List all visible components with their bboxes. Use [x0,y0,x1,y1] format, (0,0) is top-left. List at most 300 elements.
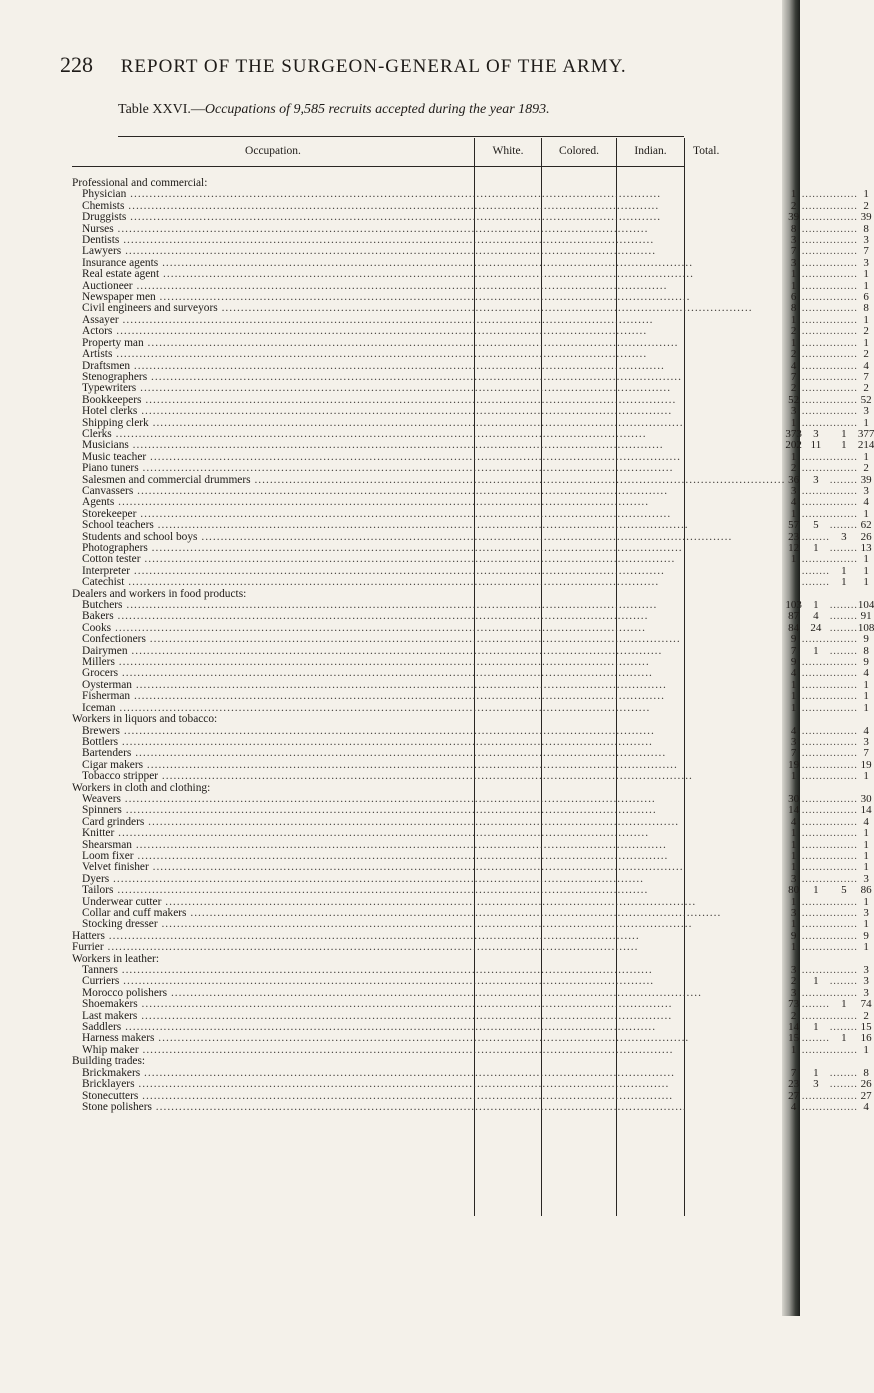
col-header-indian: Indian. [634,145,667,157]
occupation-label: Confectioners ..... [72,634,785,645]
colored-count-cell: ........ [801,1010,830,1022]
occupation-label: Cooks ..... [72,623,785,634]
colored-count-cell: ........ [801,360,830,372]
total-count-cell: 9 [863,656,869,669]
total-count-cell: 1 [863,678,869,691]
indian-count-cell: ........ [829,919,858,931]
total-count-cell: 39 [860,473,872,486]
table-row [72,634,874,645]
white-count-cell: 4 [790,1100,797,1113]
white-count-cell: 36 [788,473,800,486]
occupation-label: Catechist ..... [72,577,785,588]
occupation-label: Dairymen ..... [72,646,785,657]
colored-count-cell: ........ [801,235,830,247]
colored-count-cell: 3 [813,1078,819,1091]
occupation-label: Stenographers ..... [72,372,785,383]
table-row [72,577,874,588]
occupation-label: Bakers ..... [72,611,785,622]
indian-count-cell: ........ [829,1022,858,1034]
occupation-label: Fisherman ..... [72,691,785,702]
white-count-cell: 57 [788,519,800,532]
occupation-label: Shearsman ..... [72,840,785,851]
colored-count-cell: ........ [801,987,830,999]
colored-count-cell: ........ [801,371,830,383]
indian-count-cell: 1 [841,439,847,452]
occupation-cell [72,383,785,394]
occupation-label: Bookkeepers ..... [72,395,785,406]
total-count-cell: 1 [863,188,869,201]
indian-count-cell: ........ [829,543,858,554]
table-row [72,349,874,360]
indian-count-cell: ........ [829,1067,858,1079]
indian-count-cell: ........ [829,862,858,874]
total-count-cell: 1 [863,507,869,520]
total-count-cell: 1 [863,553,869,566]
colored-count-cell: ........ [801,565,830,577]
occupation-label: Stonecutters ..... [72,1091,785,1102]
indian-count-cell: ........ [829,1010,858,1022]
white-count-cell: 2 [790,199,797,212]
colored-count-cell: ........ [801,1044,830,1056]
page-number: 228 [60,52,93,77]
indian-count-cell: ........ [829,508,858,520]
total-count-cell: 1 [863,895,869,908]
colored-count-cell: ........ [801,212,830,224]
white-count-cell: 4 [790,359,797,372]
indian-count-cell: ........ [829,520,858,532]
total-count-cell: 7 [863,245,869,258]
occupation-label: Card grinders ..... [72,817,785,828]
colored-count-cell: ........ [801,337,830,349]
colored-count-cell [802,714,830,725]
table-row [72,885,874,896]
occupation-label: Whip maker ..... [72,1045,785,1056]
indian-count-cell [830,178,858,189]
col-header-total: Total. [693,145,720,157]
colored-count-cell: ........ [801,383,830,395]
total-count-cell: 4 [863,1100,869,1113]
colored-count-cell: ........ [801,189,830,201]
total-count-cell: 1 [863,827,869,840]
occupation-label: Students and school boys ..... [72,532,785,543]
occupation-label: Physician ..... [72,189,785,200]
occupation-label: Furrier ..... [72,942,785,953]
white-count-cell: 8 [790,222,797,235]
colored-count-cell: 1 [813,542,819,554]
occupations-table [72,178,874,1113]
total-count-cell: 9 [863,929,869,942]
table-row [72,269,874,280]
indian-count-cell: ........ [829,451,858,463]
indian-count-cell: 1 [841,1032,847,1045]
occupation-cell [72,748,785,759]
total-count-cell [858,714,874,725]
running-head [60,52,760,78]
indian-count-cell: ........ [829,349,858,361]
section-heading [72,714,785,725]
white-count-cell: 7 [790,644,797,657]
white-count-cell: 1 [790,553,797,566]
occupation-label: Professional and commercial: [72,177,208,189]
white-count-cell: 14 [788,1021,800,1034]
colored-count-cell: ........ [801,679,830,691]
indian-count-cell: 1 [841,576,847,589]
occupation-cell [72,212,785,223]
occupation-label: Butchers ..... [72,600,785,611]
colored-count-cell: 5 [813,519,819,532]
occupation-label: Weavers ..... [72,794,785,805]
colored-count-cell: 1 [813,884,819,897]
white-count-cell: 7 [790,747,797,760]
total-count-cell: 2 [863,462,869,475]
white-count-cell: 1 [790,861,797,874]
indian-count-cell: ........ [829,337,858,349]
occupation-label: Last makers ..... [72,1011,785,1022]
white-count-cell: 39 [788,211,800,224]
occupation-label: Tobacco stripper ..... [72,771,785,782]
occupation-cell [72,1102,785,1113]
occupation-cell [72,577,785,588]
colored-count-cell: ........ [801,805,830,817]
total-count-cell: 4 [863,496,869,509]
indian-count-cell: ........ [829,976,858,988]
occupation-cell [72,1079,785,1090]
occupation-label: Storekeeper ..... [72,509,785,520]
occupation-label: School teachers ..... [72,520,785,531]
colored-count-cell: ........ [801,702,830,714]
colored-count-cell: ........ [801,839,830,851]
white-count-cell: 103 [785,599,802,612]
indian-count-cell: ........ [829,691,858,703]
table-row [72,406,874,417]
indian-count-cell: ........ [829,463,858,475]
indian-count-cell: ........ [829,1101,858,1113]
indian-count-cell: ........ [829,987,858,999]
total-count-cell: 13 [860,542,872,554]
indian-count-cell: ........ [829,497,858,509]
indian-count-cell: ........ [829,394,858,406]
total-count-cell: 2 [863,348,869,361]
occupation-label: Iceman ..... [72,703,785,714]
indian-count-cell: ........ [829,314,858,326]
white-count-cell: 3 [790,964,797,977]
header-top-rule [118,136,684,137]
total-count-cell: 1 [863,861,869,874]
total-count-cell: 2 [863,382,869,395]
occupation-cell [72,1045,785,1056]
white-count-cell: 4 [790,724,797,737]
white-count-cell: 7 [790,370,797,383]
total-count-cell: 3 [863,234,869,247]
colored-count-cell: ........ [801,280,830,292]
total-count-cell: 19 [860,758,872,771]
colored-count-cell: 1 [813,1066,819,1079]
white-count-cell: 2 [790,325,797,338]
colored-count-cell: 4 [813,610,819,623]
white-count-cell: 1 [790,188,797,201]
occupation-label: Harness makers ..... [72,1033,785,1044]
colored-count-cell: ........ [801,463,830,475]
occupation-cell [72,269,785,280]
occupation-label: Building trades: [72,1055,146,1068]
colored-count-cell: ........ [801,303,830,315]
total-count-cell: 1 [863,941,869,954]
colored-count-cell: ........ [801,485,830,497]
colored-count-cell: ........ [801,691,830,703]
colored-count-cell: 1 [813,644,819,657]
occupation-cell [72,326,785,337]
occupation-label: Bricklayers ..... [72,1079,785,1090]
white-count-cell: 1 [790,416,797,429]
occupation-label: Millers ..... [72,657,785,668]
indian-count-cell: ........ [829,702,858,714]
table-row [72,691,874,702]
total-count-cell: 1 [863,838,869,851]
white-count-cell: 3 [790,256,797,269]
total-count-cell: 1 [863,849,869,862]
indian-count-cell: ........ [829,257,858,269]
occupation-label: Auctioneer ..... [72,281,785,292]
white-count-cell: 3 [790,234,797,247]
colored-count-cell: ........ [801,417,830,429]
white-count-cell: 3 [790,484,797,497]
colored-count-cell [802,783,830,794]
indian-count-cell: ........ [829,657,858,669]
colored-count-cell: ........ [801,668,830,680]
total-count-cell: 27 [860,1089,872,1102]
white-count-cell: 1 [790,895,797,908]
occupation-label: Tanners ..... [72,965,785,976]
white-count-cell: 19 [788,758,800,771]
table-row [72,463,874,474]
total-count-cell: 1 [863,1043,869,1056]
occupation-label: Civil engineers and surveyors ..... [72,303,785,314]
white-count-cell: 1 [790,1043,797,1056]
table-row [72,212,874,223]
white-count-cell: 6 [790,291,797,304]
occupation-label: Grocers ..... [72,668,785,679]
indian-count-cell: ........ [829,1079,858,1091]
indian-count-cell: ........ [829,679,858,691]
occupation-cell [72,942,785,953]
colored-count-cell: ........ [801,736,830,748]
colored-count-cell: ........ [801,223,830,235]
occupation-label: Assayer ..... [72,315,785,326]
indian-count-cell: ........ [829,908,858,919]
indian-count-cell: ........ [829,725,858,737]
white-count-cell: 1 [790,918,797,931]
col-header-occupation: Occupation. [245,145,301,157]
occupation-cell [72,463,785,474]
occupation-label: Curriers ..... [72,976,785,987]
white-count-cell: 1 [790,701,797,714]
indian-count-cell: ........ [829,873,858,885]
white-count-cell: 1 [790,678,797,691]
occupation-label: Loom fixer ..... [72,851,785,862]
indian-count-cell: ........ [829,793,858,805]
indian-count-cell: ........ [829,269,858,281]
indian-count-cell: ........ [829,850,858,862]
total-count-cell: 4 [863,815,869,828]
colored-count-cell: ........ [801,862,830,874]
occupation-cell [72,406,785,417]
total-count-cell: 2 [863,199,869,212]
total-count-cell: 1 [863,564,869,577]
colored-count-cell: ........ [801,919,830,931]
indian-count-cell: 1 [841,564,847,577]
indian-count-cell: ........ [829,965,858,977]
white-count-cell: 73 [788,998,800,1011]
indian-count-cell: ........ [829,668,858,680]
total-count-cell: 6 [863,291,869,304]
occupation-label: Velvet finisher ..... [72,862,785,873]
total-count-cell: 3 [863,484,869,497]
colored-count-cell: ........ [801,965,830,977]
occupation-label: Stocking dresser ..... [72,919,785,930]
occupation-label: Dentists ..... [72,235,785,246]
occupation-label: Hatters ..... [72,931,785,942]
indian-count-cell: ........ [829,816,858,828]
occupation-label: Artists ..... [72,349,785,360]
white-count-cell: 27 [788,1089,800,1102]
occupation-label: Brewers ..... [72,726,785,737]
white-count-cell: 4 [790,667,797,680]
total-count-cell: 2 [863,1009,869,1022]
colored-count-cell: ........ [801,850,830,862]
colored-count-cell: ........ [801,326,830,338]
colored-count-cell: ........ [801,634,830,646]
total-count-cell: 1 [863,279,869,292]
occupation-label: Collar and cuff makers ..... [72,908,785,919]
occupation-label: Musicians ..... [72,440,785,451]
occupation-label: Property man ..... [72,338,785,349]
white-count-cell: 3 [790,405,797,418]
white-count-cell [785,714,802,725]
white-count-cell: 30 [788,792,800,805]
white-count-cell: 15 [788,1032,800,1045]
colored-count-cell: ........ [801,257,830,269]
colored-count-cell: ........ [801,508,830,520]
white-count-cell: 12 [788,542,800,554]
table-row [72,1045,874,1056]
total-count-cell: 15 [860,1021,872,1034]
white-count-cell: 1 [790,279,797,292]
table-row [72,771,874,782]
total-count-cell: 1 [863,416,869,429]
indian-count-cell: ........ [829,634,858,646]
occupation-label: Stone polishers ..... [72,1102,785,1113]
white-count-cell: 2 [790,348,797,361]
total-count-cell: 4 [863,724,869,737]
indian-count-cell [830,1056,858,1067]
white-count-cell: 1 [790,690,797,703]
colored-count-cell: 11 [810,439,822,452]
colored-count-cell: ........ [801,1101,830,1113]
indian-count-cell: ........ [829,383,858,395]
colored-count-cell: ........ [801,292,830,304]
indian-count-cell: ........ [829,611,858,623]
occupation-label: Nurses ..... [72,224,785,235]
total-count-cell: 62 [860,519,872,532]
total-count-cell: 3 [863,735,869,748]
white-count-cell: 202 [785,439,802,452]
occupation-label: Shipping clerk ..... [72,418,785,429]
total-count-cell: 52 [860,393,872,406]
indian-count-cell: 1 [841,998,847,1011]
white-count-cell: 1 [790,770,797,783]
colored-count-cell: ........ [801,531,830,543]
table-row [72,1102,874,1113]
indian-count-cell: 1 [841,427,847,440]
indian-count-cell: ........ [829,896,858,908]
colored-count-cell: 3 [813,427,819,440]
white-count-cell: 4 [790,815,797,828]
white-count-cell: 23 [788,1078,800,1091]
total-count-cell: 26 [860,530,872,543]
white-count-cell: 3 [790,872,797,885]
indian-count-cell: ........ [829,805,858,817]
white-count-cell: 14 [788,804,800,817]
indian-count-cell: ........ [829,292,858,304]
colored-count-cell: ........ [801,828,830,840]
occupation-label: Tailors ..... [72,885,785,896]
colored-count-cell [802,1056,830,1067]
occupation-label: Brickmakers ..... [72,1068,785,1079]
indian-count-cell: ........ [829,417,858,429]
occupation-label: Knitter ..... [72,828,785,839]
occupation-cell [72,691,785,702]
occupation-label: Photographers ..... [72,543,785,554]
indian-count-cell: ........ [829,246,858,258]
total-count-cell: 74 [860,998,872,1011]
colored-count-cell: ........ [801,451,830,463]
white-count-cell: 2 [790,975,797,988]
colored-count-cell: ........ [801,246,830,258]
table-row [72,520,874,531]
col-header-white: White. [492,145,524,157]
occupation-label: Dealers and workers in food products: [72,587,247,600]
indian-count-cell [830,714,858,725]
table-title [118,102,778,118]
colored-count-cell: ........ [801,554,830,566]
colored-count-cell: ........ [801,394,830,406]
colored-count-cell: ........ [801,1090,830,1102]
colored-count-cell: ........ [801,759,830,771]
colored-count-cell [802,178,830,189]
occupation-label: Piano tuners ..... [72,463,785,474]
colored-count-cell: ........ [801,725,830,737]
total-count-cell: 377 [857,427,874,440]
occupation-label: Salesmen and commercial drummers ..... [72,475,785,486]
occupation-cell [72,999,785,1010]
total-count-cell: 108 [857,621,874,634]
colored-count-cell: ........ [801,657,830,669]
indian-count-cell: ........ [829,280,858,292]
colored-count-cell: ........ [801,793,830,805]
indian-count-cell: 5 [841,884,847,897]
white-count-cell: 7 [790,245,797,258]
total-count-cell: 214 [857,439,874,452]
white-count-cell [785,566,802,577]
white-count-cell: 3 [790,986,797,999]
white-count-cell: 3 [790,735,797,748]
total-count-cell: 1 [863,690,869,703]
total-count-cell: 4 [863,359,869,372]
total-count-cell: 30 [860,792,872,805]
indian-count-cell: ........ [829,360,858,372]
white-count-cell: 1 [790,450,797,463]
colored-count-cell: 1 [813,975,819,988]
